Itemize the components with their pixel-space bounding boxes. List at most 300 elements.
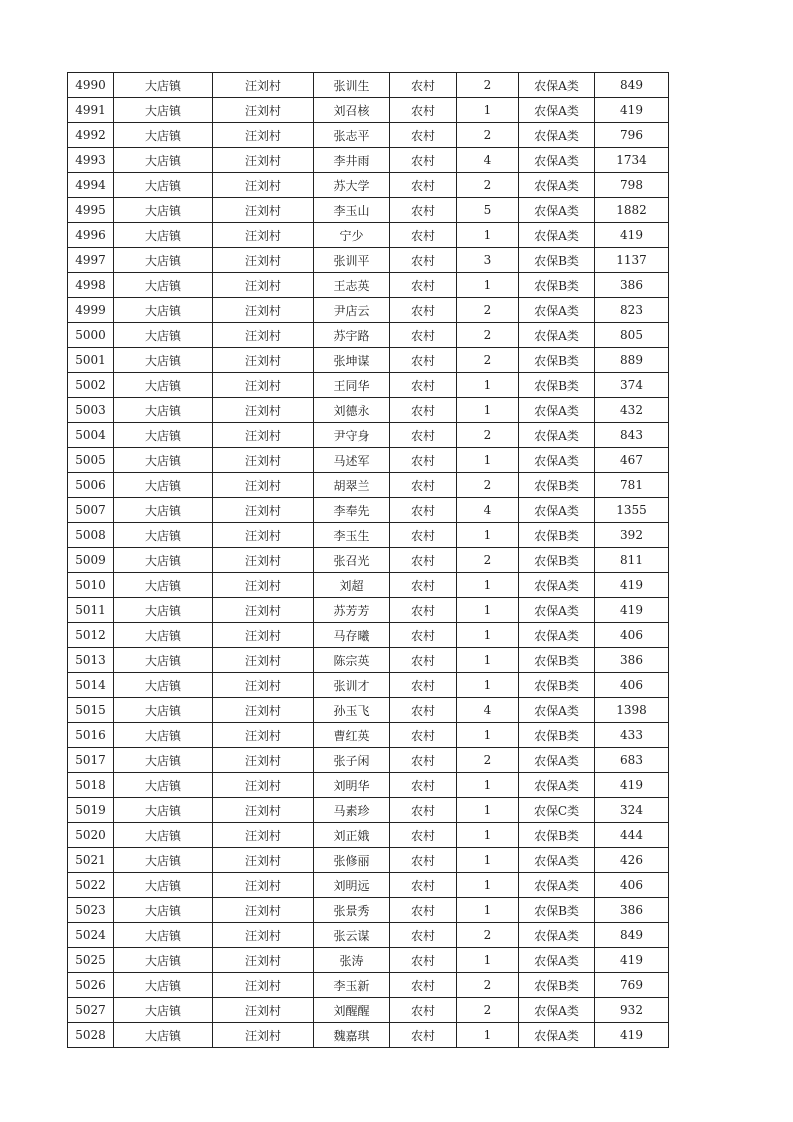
table-row [68,948,669,973]
cell-person-name: 马存曦 [314,623,390,648]
cell-amount: 798 [595,173,669,198]
cell-member-count: 1 [457,1023,519,1048]
cell-amount: 1355 [595,498,669,523]
cell-insurance-category: 农保A类 [519,173,595,198]
table-row [68,173,669,198]
cell-person-name: 苏芳芳 [314,598,390,623]
cell-town: 大店镇 [114,123,213,148]
cell-household-type: 农村 [390,973,457,998]
cell-member-count: 1 [457,673,519,698]
cell-row-number: 5026 [68,973,114,998]
cell-town: 大店镇 [114,998,213,1023]
cell-household-type: 农村 [390,448,457,473]
cell-town: 大店镇 [114,73,213,98]
cell-household-type: 农村 [390,523,457,548]
table-row [68,273,669,298]
cell-person-name: 马述军 [314,448,390,473]
cell-row-number: 5016 [68,723,114,748]
cell-insurance-category: 农保A类 [519,73,595,98]
cell-town: 大店镇 [114,473,213,498]
cell-amount: 392 [595,523,669,548]
cell-row-number: 4991 [68,98,114,123]
cell-person-name: 刘德永 [314,398,390,423]
cell-village: 汪刘村 [213,198,314,223]
cell-person-name: 曹红英 [314,723,390,748]
cell-member-count: 4 [457,698,519,723]
cell-town: 大店镇 [114,573,213,598]
cell-amount: 426 [595,848,669,873]
cell-village: 汪刘村 [213,973,314,998]
cell-person-name: 李玉山 [314,198,390,223]
cell-person-name: 张召光 [314,548,390,573]
cell-member-count: 2 [457,123,519,148]
cell-person-name: 刘超 [314,573,390,598]
cell-village: 汪刘村 [213,398,314,423]
cell-member-count: 2 [457,973,519,998]
cell-insurance-category: 农保A类 [519,623,595,648]
cell-person-name: 宁少 [314,223,390,248]
cell-member-count: 1 [457,798,519,823]
table-row [68,873,669,898]
cell-town: 大店镇 [114,1023,213,1048]
cell-household-type: 农村 [390,323,457,348]
cell-town: 大店镇 [114,823,213,848]
table-row [68,223,669,248]
cell-household-type: 农村 [390,823,457,848]
cell-amount: 683 [595,748,669,773]
cell-member-count: 1 [457,98,519,123]
table-row [68,848,669,873]
cell-household-type: 农村 [390,848,457,873]
cell-member-count: 4 [457,498,519,523]
cell-row-number: 5007 [68,498,114,523]
cell-village: 汪刘村 [213,623,314,648]
cell-insurance-category: 农保A类 [519,123,595,148]
beneficiary-table [67,72,669,1048]
cell-member-count: 1 [457,873,519,898]
cell-row-number: 4995 [68,198,114,223]
cell-row-number: 5010 [68,573,114,598]
cell-person-name: 马素珍 [314,798,390,823]
cell-town: 大店镇 [114,973,213,998]
cell-town: 大店镇 [114,848,213,873]
cell-amount: 1882 [595,198,669,223]
table-row [68,298,669,323]
cell-member-count: 1 [457,648,519,673]
cell-row-number: 4996 [68,223,114,248]
cell-insurance-category: 农保C类 [519,798,595,823]
cell-town: 大店镇 [114,698,213,723]
table-row [68,98,669,123]
cell-household-type: 农村 [390,198,457,223]
table-row [68,1023,669,1048]
cell-household-type: 农村 [390,923,457,948]
cell-village: 汪刘村 [213,323,314,348]
cell-insurance-category: 农保A类 [519,398,595,423]
cell-insurance-category: 农保A类 [519,423,595,448]
cell-town: 大店镇 [114,523,213,548]
table-row [68,148,669,173]
cell-member-count: 1 [457,848,519,873]
cell-village: 汪刘村 [213,348,314,373]
cell-insurance-category: 农保B类 [519,373,595,398]
cell-row-number: 5002 [68,373,114,398]
cell-town: 大店镇 [114,648,213,673]
cell-town: 大店镇 [114,223,213,248]
cell-village: 汪刘村 [213,473,314,498]
cell-row-number: 5001 [68,348,114,373]
cell-member-count: 1 [457,448,519,473]
cell-village: 汪刘村 [213,948,314,973]
cell-row-number: 5023 [68,898,114,923]
cell-town: 大店镇 [114,898,213,923]
cell-insurance-category: 农保B类 [519,548,595,573]
cell-household-type: 农村 [390,173,457,198]
cell-village: 汪刘村 [213,223,314,248]
cell-row-number: 5025 [68,948,114,973]
cell-insurance-category: 农保A类 [519,298,595,323]
cell-person-name: 刘召核 [314,98,390,123]
cell-town: 大店镇 [114,398,213,423]
cell-insurance-category: 农保B类 [519,823,595,848]
cell-person-name: 尹守身 [314,423,390,448]
cell-insurance-category: 农保A类 [519,573,595,598]
cell-amount: 419 [595,773,669,798]
cell-insurance-category: 农保A类 [519,848,595,873]
cell-person-name: 张坤谋 [314,348,390,373]
cell-insurance-category: 农保A类 [519,98,595,123]
cell-person-name: 王志英 [314,273,390,298]
cell-village: 汪刘村 [213,823,314,848]
cell-person-name: 王同华 [314,373,390,398]
cell-person-name: 苏大学 [314,173,390,198]
cell-row-number: 5018 [68,773,114,798]
cell-amount: 849 [595,923,669,948]
cell-insurance-category: 农保A类 [519,448,595,473]
cell-household-type: 农村 [390,223,457,248]
cell-town: 大店镇 [114,773,213,798]
cell-person-name: 胡翠兰 [314,473,390,498]
table-row [68,823,669,848]
cell-insurance-category: 农保B类 [519,723,595,748]
cell-member-count: 1 [457,773,519,798]
table-row [68,723,669,748]
cell-row-number: 4994 [68,173,114,198]
cell-village: 汪刘村 [213,373,314,398]
cell-row-number: 5014 [68,673,114,698]
cell-household-type: 农村 [390,598,457,623]
cell-person-name: 刘明远 [314,873,390,898]
cell-row-number: 5028 [68,1023,114,1048]
cell-person-name: 张云谋 [314,923,390,948]
cell-insurance-category: 农保A类 [519,748,595,773]
cell-village: 汪刘村 [213,923,314,948]
cell-town: 大店镇 [114,948,213,973]
cell-town: 大店镇 [114,198,213,223]
cell-person-name: 孙玉飞 [314,698,390,723]
cell-insurance-category: 农保A类 [519,948,595,973]
cell-insurance-category: 农保A类 [519,598,595,623]
cell-town: 大店镇 [114,723,213,748]
cell-person-name: 张子闲 [314,748,390,773]
cell-amount: 781 [595,473,669,498]
cell-household-type: 农村 [390,98,457,123]
cell-insurance-category: 农保A类 [519,148,595,173]
cell-insurance-category: 农保B类 [519,273,595,298]
table-row [68,473,669,498]
cell-village: 汪刘村 [213,498,314,523]
cell-person-name: 陈宗英 [314,648,390,673]
cell-insurance-category: 农保B类 [519,523,595,548]
cell-member-count: 1 [457,223,519,248]
table-row [68,648,669,673]
cell-village: 汪刘村 [213,748,314,773]
table-row [68,548,669,573]
cell-town: 大店镇 [114,323,213,348]
cell-person-name: 张修丽 [314,848,390,873]
cell-household-type: 农村 [390,548,457,573]
cell-row-number: 5005 [68,448,114,473]
cell-insurance-category: 农保B类 [519,648,595,673]
cell-row-number: 5004 [68,423,114,448]
cell-town: 大店镇 [114,748,213,773]
cell-person-name: 李玉生 [314,523,390,548]
table-row [68,773,669,798]
cell-row-number: 4997 [68,248,114,273]
cell-village: 汪刘村 [213,523,314,548]
cell-household-type: 农村 [390,773,457,798]
cell-member-count: 2 [457,998,519,1023]
cell-town: 大店镇 [114,798,213,823]
cell-person-name: 刘明华 [314,773,390,798]
cell-insurance-category: 农保A类 [519,498,595,523]
cell-member-count: 2 [457,748,519,773]
cell-person-name: 苏宇路 [314,323,390,348]
cell-amount: 467 [595,448,669,473]
cell-household-type: 农村 [390,648,457,673]
cell-household-type: 农村 [390,673,457,698]
cell-row-number: 5008 [68,523,114,548]
cell-village: 汪刘村 [213,123,314,148]
cell-row-number: 5015 [68,698,114,723]
cell-insurance-category: 农保A类 [519,773,595,798]
cell-household-type: 农村 [390,473,457,498]
cell-household-type: 农村 [390,873,457,898]
cell-row-number: 4990 [68,73,114,98]
table-row [68,423,669,448]
cell-village: 汪刘村 [213,148,314,173]
cell-amount: 406 [595,873,669,898]
cell-household-type: 农村 [390,948,457,973]
cell-member-count: 2 [457,298,519,323]
cell-amount: 324 [595,798,669,823]
cell-insurance-category: 农保A类 [519,698,595,723]
cell-person-name: 李玉新 [314,973,390,998]
cell-household-type: 农村 [390,498,457,523]
cell-member-count: 4 [457,148,519,173]
table-row [68,898,669,923]
cell-town: 大店镇 [114,623,213,648]
cell-amount: 419 [595,98,669,123]
cell-member-count: 2 [457,923,519,948]
cell-village: 汪刘村 [213,673,314,698]
cell-village: 汪刘村 [213,173,314,198]
table-row [68,923,669,948]
cell-insurance-category: 农保A类 [519,323,595,348]
cell-household-type: 农村 [390,998,457,1023]
cell-amount: 796 [595,123,669,148]
cell-town: 大店镇 [114,923,213,948]
cell-member-count: 1 [457,523,519,548]
cell-village: 汪刘村 [213,898,314,923]
cell-amount: 432 [595,398,669,423]
cell-insurance-category: 农保A类 [519,223,595,248]
cell-insurance-category: 农保B类 [519,973,595,998]
table-row [68,598,669,623]
cell-household-type: 农村 [390,148,457,173]
table-row [68,323,669,348]
table-row [68,698,669,723]
cell-household-type: 农村 [390,423,457,448]
cell-person-name: 张景秀 [314,898,390,923]
cell-amount: 769 [595,973,669,998]
table-row [68,123,669,148]
cell-amount: 386 [595,273,669,298]
cell-town: 大店镇 [114,348,213,373]
cell-row-number: 5024 [68,923,114,948]
cell-household-type: 农村 [390,348,457,373]
cell-amount: 805 [595,323,669,348]
cell-village: 汪刘村 [213,573,314,598]
cell-household-type: 农村 [390,398,457,423]
cell-amount: 406 [595,623,669,648]
cell-household-type: 农村 [390,623,457,648]
cell-insurance-category: 农保B类 [519,673,595,698]
cell-person-name: 张涛 [314,948,390,973]
table-row [68,523,669,548]
cell-village: 汪刘村 [213,648,314,673]
table-row [68,348,669,373]
cell-member-count: 1 [457,823,519,848]
table-row [68,573,669,598]
table-row [68,448,669,473]
cell-household-type: 农村 [390,123,457,148]
cell-household-type: 农村 [390,298,457,323]
cell-insurance-category: 农保B类 [519,898,595,923]
cell-household-type: 农村 [390,898,457,923]
cell-member-count: 3 [457,248,519,273]
cell-member-count: 1 [457,598,519,623]
cell-town: 大店镇 [114,248,213,273]
cell-row-number: 5003 [68,398,114,423]
cell-household-type: 农村 [390,798,457,823]
table-row [68,998,669,1023]
cell-person-name: 刘醒醒 [314,998,390,1023]
cell-town: 大店镇 [114,298,213,323]
cell-village: 汪刘村 [213,1023,314,1048]
cell-amount: 386 [595,898,669,923]
cell-household-type: 农村 [390,723,457,748]
cell-household-type: 农村 [390,373,457,398]
cell-row-number: 5000 [68,323,114,348]
cell-member-count: 2 [457,73,519,98]
cell-amount: 419 [595,573,669,598]
cell-town: 大店镇 [114,448,213,473]
cell-insurance-category: 农保B类 [519,348,595,373]
cell-insurance-category: 农保B类 [519,248,595,273]
cell-amount: 406 [595,673,669,698]
cell-row-number: 5020 [68,823,114,848]
cell-person-name: 张训平 [314,248,390,273]
cell-household-type: 农村 [390,73,457,98]
cell-town: 大店镇 [114,498,213,523]
cell-village: 汪刘村 [213,998,314,1023]
cell-village: 汪刘村 [213,248,314,273]
cell-row-number: 5017 [68,748,114,773]
cell-village: 汪刘村 [213,98,314,123]
cell-town: 大店镇 [114,148,213,173]
cell-person-name: 魏嘉琪 [314,1023,390,1048]
cell-member-count: 1 [457,373,519,398]
cell-row-number: 4998 [68,273,114,298]
cell-village: 汪刘村 [213,598,314,623]
cell-household-type: 农村 [390,698,457,723]
cell-village: 汪刘村 [213,873,314,898]
cell-row-number: 5009 [68,548,114,573]
cell-person-name: 刘正娥 [314,823,390,848]
cell-town: 大店镇 [114,673,213,698]
cell-amount: 419 [595,1023,669,1048]
cell-row-number: 4992 [68,123,114,148]
cell-amount: 374 [595,373,669,398]
cell-amount: 1398 [595,698,669,723]
cell-village: 汪刘村 [213,73,314,98]
cell-amount: 419 [595,948,669,973]
table-row [68,398,669,423]
cell-amount: 823 [595,298,669,323]
cell-insurance-category: 农保A类 [519,923,595,948]
cell-member-count: 1 [457,723,519,748]
cell-household-type: 农村 [390,1023,457,1048]
cell-member-count: 2 [457,423,519,448]
table-row [68,623,669,648]
cell-amount: 1734 [595,148,669,173]
cell-member-count: 5 [457,198,519,223]
cell-member-count: 1 [457,898,519,923]
cell-village: 汪刘村 [213,698,314,723]
cell-town: 大店镇 [114,423,213,448]
table-row [68,798,669,823]
cell-row-number: 5021 [68,848,114,873]
cell-person-name: 张训才 [314,673,390,698]
cell-amount: 1137 [595,248,669,273]
cell-person-name: 张训生 [314,73,390,98]
cell-row-number: 5019 [68,798,114,823]
cell-household-type: 农村 [390,248,457,273]
table-row [68,248,669,273]
cell-row-number: 5027 [68,998,114,1023]
cell-amount: 433 [595,723,669,748]
cell-village: 汪刘村 [213,798,314,823]
table-row [68,973,669,998]
cell-amount: 444 [595,823,669,848]
cell-member-count: 1 [457,273,519,298]
cell-amount: 843 [595,423,669,448]
cell-insurance-category: 农保B类 [519,473,595,498]
cell-amount: 386 [595,648,669,673]
table-row [68,673,669,698]
cell-town: 大店镇 [114,548,213,573]
